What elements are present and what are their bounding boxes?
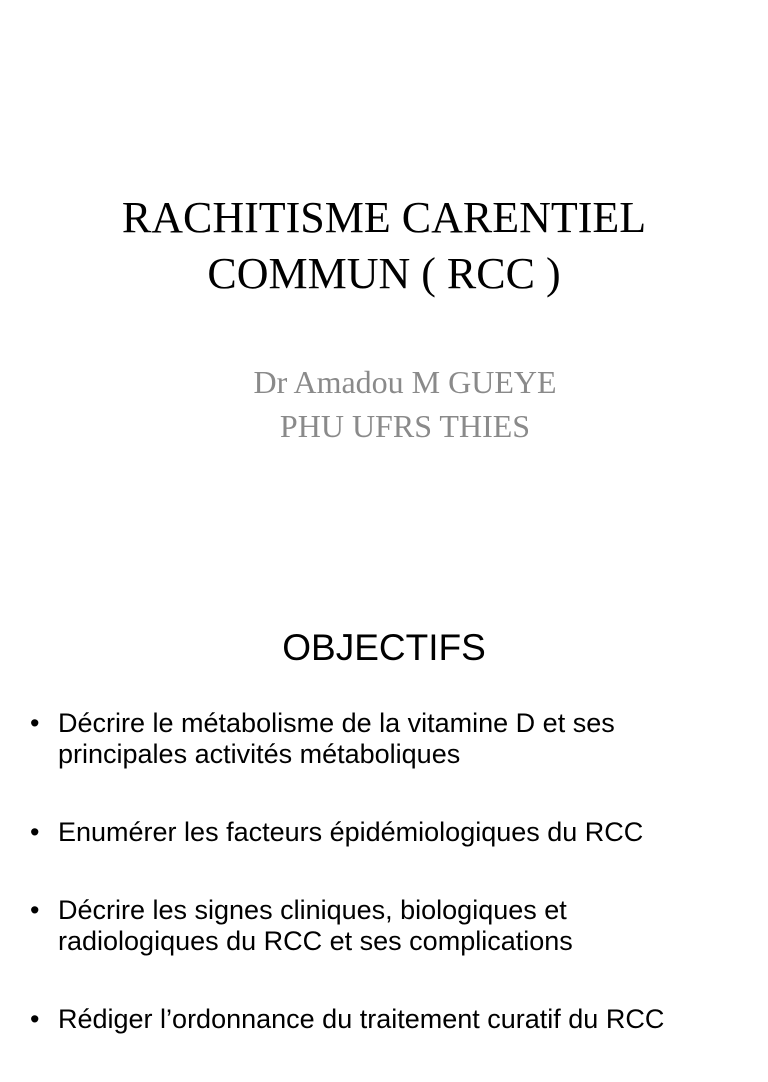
list-item-line-1: Enumérer les facteurs épidémiologiques du RCC	[58, 817, 644, 847]
list-item-text	[58, 817, 750, 848]
list-item-line-1: Décrire les signes cliniques, biologiques et	[58, 895, 567, 925]
slide-title-line-2: COMMUN ( RCC )	[207, 249, 561, 298]
list-item-text	[58, 1004, 750, 1035]
slide-title	[0, 190, 768, 302]
list-item	[30, 817, 750, 848]
list-item-line-2: radiologiques du RCC et ses complications	[58, 926, 573, 956]
bullet-icon: •	[30, 708, 40, 738]
list-item	[30, 1004, 750, 1035]
author-name: Dr Amadou M GUEYE	[253, 364, 557, 400]
list-item-line-1: Décrire le métabolisme de la vitamine D et ses	[58, 708, 615, 738]
bullet-icon: •	[30, 895, 40, 925]
bullet-icon: •	[30, 817, 40, 847]
list-item	[30, 708, 750, 770]
list-item-text	[58, 708, 750, 770]
slide-title-line-1: RACHITISME CARENTIEL	[121, 193, 647, 242]
objectives-list	[30, 708, 750, 1082]
list-item-line-2: principales activités métaboliques	[58, 739, 461, 769]
author-affiliation: PHU UFRS THIES	[279, 408, 531, 444]
list-item	[30, 895, 750, 957]
list-item-line-1: Rédiger l’ordonnance du traitement curatif du RCC	[58, 1004, 665, 1034]
bullet-icon: •	[30, 1004, 40, 1034]
slide-subtitle	[0, 360, 768, 448]
list-item-text	[58, 895, 750, 957]
objectives-heading: OBJECTIFS	[282, 627, 486, 668]
